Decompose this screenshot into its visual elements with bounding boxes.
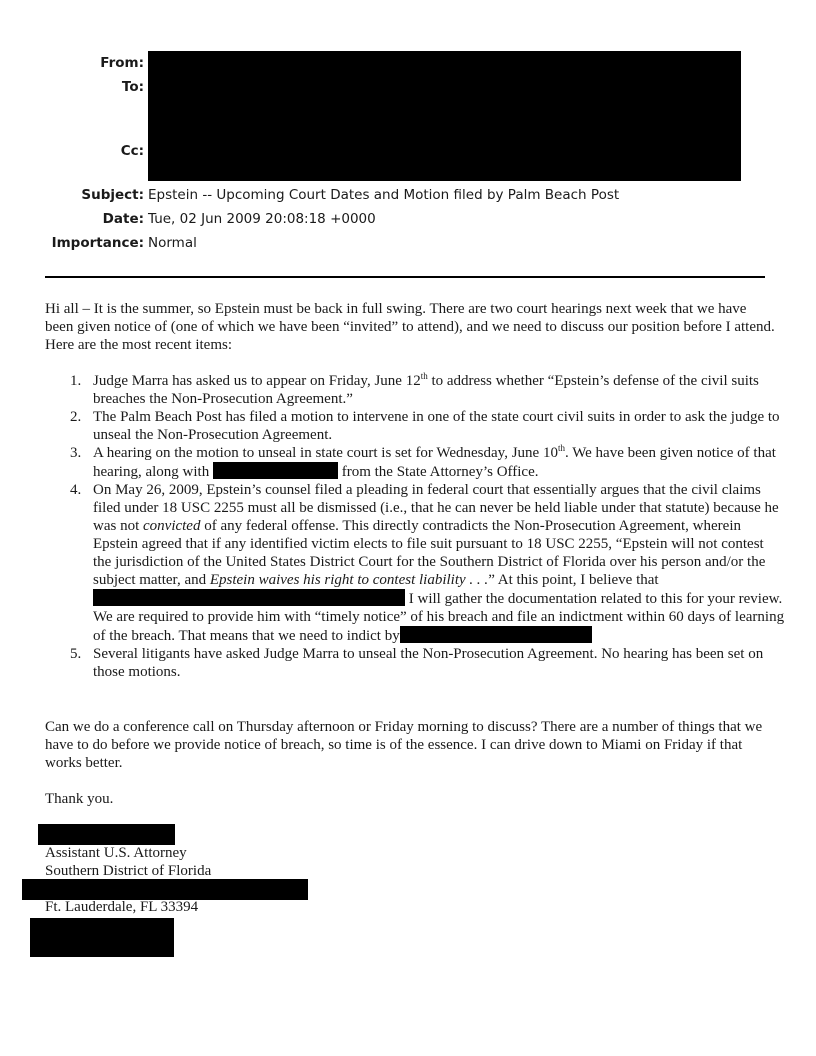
item-number: 3. [70,445,82,461]
item-text: A hearing on the motion to unseal in state court is set for Wednesday, June 10 [93,445,558,461]
item-number: 5. [70,646,82,662]
item-number: 4. [70,482,82,498]
signature-office: Southern District of Florida [45,863,212,879]
list-item [45,372,785,408]
inline-redaction [93,589,405,606]
item-text: The Palm Beach Post has filed a motion to intervene in one of the state court civil suits in order to ask the judge to unseal the Non-Prosecution Agreement. [93,409,780,443]
cc-label: Cc: [120,143,144,159]
ordinal-suffix: th [557,443,565,453]
inline-redaction [400,626,592,643]
item-italic-text: convicted [143,518,201,534]
subject-value: Epstein -- Upcoming Court Dates and Motion filed by Palm Beach Post [148,187,620,203]
signature-city: Ft. Lauderdale, FL 33394 [45,899,199,915]
to-label: To: [121,79,144,95]
ordinal-suffix: th [420,371,428,381]
item-text: of any federal offense. This directly contradicts the Non-Prosecution Agreement, wherein Epstein agreed that if any identified victim elects to file suit pursuant to 18 USC 2255, “Epstein will not contest the jurisdiction of the United States District Court for the Southern District of Florida over his person and/or the subject matter, and [93,518,766,588]
item-text: from the State Attorney’s Office. [337,464,539,480]
list-item [45,444,785,481]
item-text: On May 26, 2009, Epstein’s counsel filed a pleading in federal court that essentially argues that the civil claims filed under 18 USC 2255 must all be dismissed (i.e., that he can never be held liable under that statute) because he was not [93,482,779,534]
date-value: Tue, 02 Jun 2009 20:08:18 +0000 [148,211,376,227]
signature-title: Assistant U.S. Attorney [45,845,187,861]
thanks-line: Thank you. [45,791,114,807]
item-number: 1. [70,373,82,389]
items-list [45,372,785,681]
intro-paragraph: Hi all – It is the summer, so Epstein must be back in full swing. There are two court hearings next week that we have been given notice of (one of which we have been “invited” to attend), and we need to discuss our position before I attend. Here are the most recent items: [45,301,775,353]
list-item [45,645,785,681]
recipients-redaction [148,51,741,181]
item-text: to address whether “Epstein’s defense of the civil suits breaches the Non-Prosecution Agreement.” [93,373,759,407]
subject-label: Subject: [81,187,144,203]
item-text: ” At this point, I believe that [488,572,659,588]
date-label: Date: [102,211,144,227]
item-italic-text: Epstein waives his right to contest liability . . . [209,572,489,588]
item-text: Judge Marra has asked us to appear on Friday, June 12 [93,373,421,389]
signature-name-redaction [38,824,175,845]
item-text: I will gather the documentation related to this for your review. We are required to provide him with “timely notice” of his breach and file an indictment within 60 days of learning of the breach. That means that we need to indict by [93,591,785,644]
signature-phone-redaction [30,918,174,957]
importance-label: Importance: [51,235,144,251]
list-item [45,408,785,444]
item-number: 2. [70,409,82,425]
item-text: Several litigants have asked Judge Marra to unseal the Non-Prosecution Agreement. No hearing has been set on those motions. [93,646,764,680]
closing-paragraph: Can we do a conference call on Thursday afternoon or Friday morning to discuss? There are a number of things that we have to do before we provide notice of breach, so time is of the essence. I can drive down to Miami on Friday if that works better. [45,719,763,771]
inline-redaction [213,462,338,479]
list-item [45,481,785,645]
signature-address-redaction [22,879,308,900]
from-label: From: [100,55,144,71]
header-divider [45,276,765,278]
item-text: . We have been given notice of that hearing, along with [93,445,776,480]
importance-value: Normal [148,235,197,251]
